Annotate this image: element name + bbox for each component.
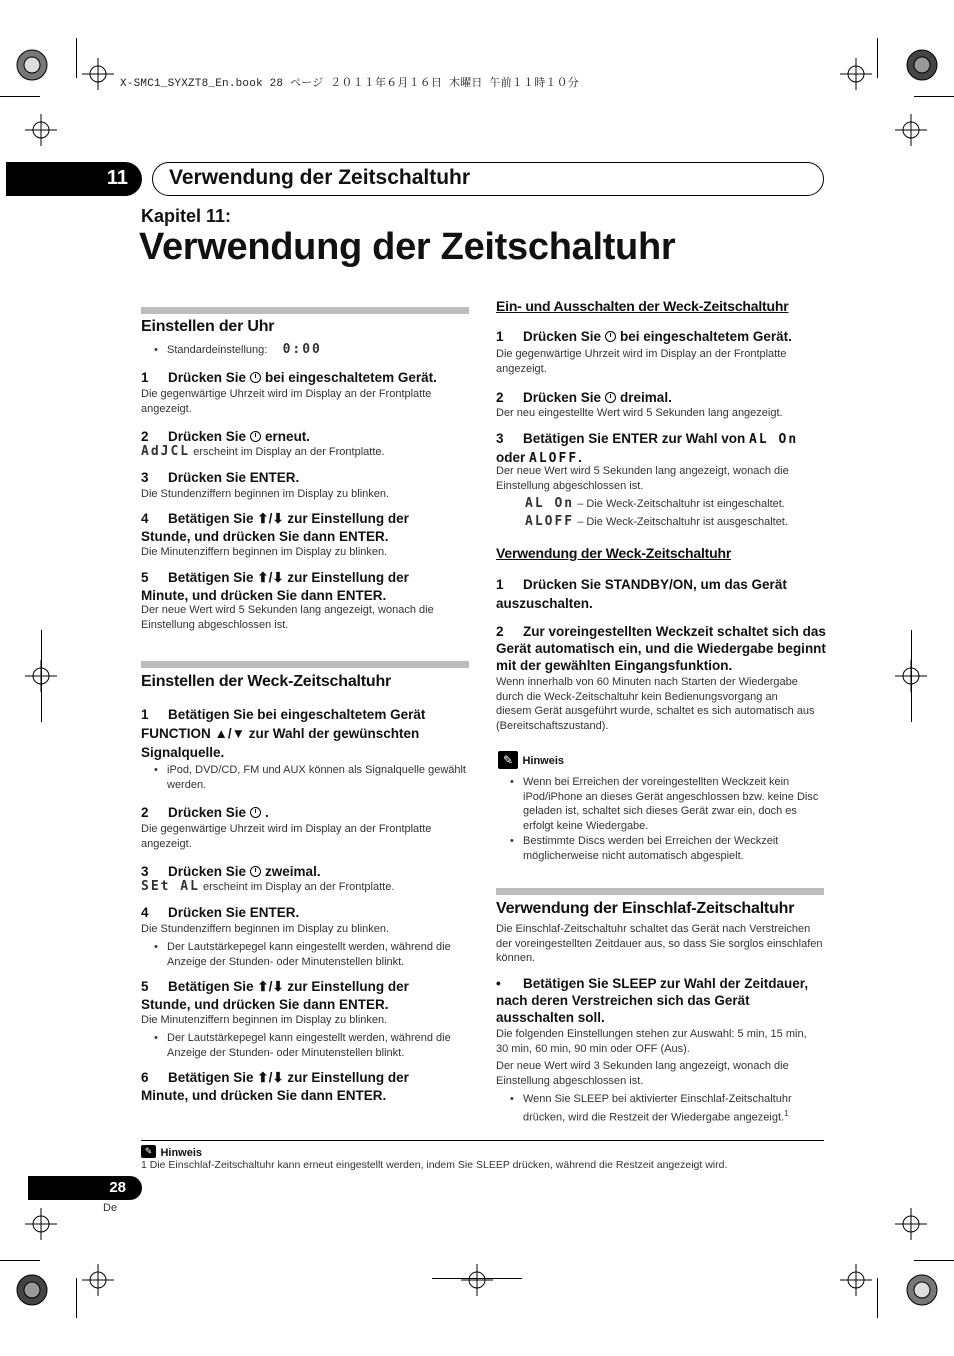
uhr-step-1-body: Die gegenwärtige Uhrzeit wird im Display an der Frontplatte angezeigt. [141,388,432,415]
timer-icon [250,866,261,877]
uhr-step-2 [141,428,471,446]
step-text-oder: oder [496,450,526,465]
note-title: Hinweis [522,755,565,768]
einschlaf-body-2: Der neue Wert wird 3 Sekunden lang angezeigt, wonach die Einstellung abgeschlossen ist. [496,1060,789,1087]
step-number: 5 [141,979,149,994]
step-number: 1 [141,707,149,722]
footer-note-title: Hinweis [160,1147,203,1159]
section-title-weck: Einstellen der Weck-Zeitschaltuhr [141,673,392,690]
lcd-al-off: ALOFF [525,514,575,529]
step-text: Drücken Sie [168,429,247,444]
page-number: 28 [28,1176,142,1200]
step-text: Betätigen Sie ENTER zur Wahl von [523,431,746,446]
weck-step-3-body [141,880,471,895]
uhr-step-1 [141,369,471,387]
einaus-step-1 [496,328,826,346]
step-text: Drücken Sie [168,370,247,385]
uhr-step-5-body: Der neue Wert wird 5 Sekunden lang angezeigt, wonach die Einstellung abgeschlossen ist. [141,604,434,631]
weck-step-6 [141,1069,441,1105]
timer-icon [250,372,261,383]
verw-step-1 [496,575,826,613]
step-text-b: . [265,805,269,820]
einaus-step-3 [496,430,826,468]
uhr-step-2-body [141,445,471,460]
weck-step-5-body: Die Minutenziffern beginnen im Display zu blinken. [141,1014,388,1026]
note-bullet-1: • Wenn bei Erreichen der voreingestellten Weckzeit kein iPod/iPhone an dieses Gerät angeschlossen bzw. keine Disc geladen ist, schaltet sich dieses Gerät zwar ein, doch es erfolgt keine Wiedergabe. [523,775,823,833]
step-text: Drücken Sie [523,329,602,344]
einschlaf-intro: Die Einschlaf-Zeitschaltuhr schaltet das Gerät nach Verstreichen der voreingestellten Zeitdauer aus, so dass Sie sorglos einschlafen können. [496,923,823,964]
default-lcd: 0:00 [282,342,322,357]
weck-step-5 [141,978,441,1014]
step-bullet: • [496,976,501,991]
step-number: 2 [496,390,504,405]
step-text: Betätigen Sie SLEEP zur Wahl der Zeitdauer, nach deren Verstreichen sich das Gerät ausschalten soll. [496,976,809,1025]
weck-step-4-body: Die Stundenziffern beginnen im Display zu blinken. [141,923,390,935]
lcd-al-off: ALOFF [529,451,579,466]
step-text: Drücken Sie STANDBY/ON, um das Gerät auszuschalten. [496,577,787,611]
step-number: 3 [141,864,149,879]
uhr-step-4-body: Die Minutenziffern beginnen im Display zu blinken. [141,546,388,558]
weck-step-2-body: Die gegenwärtige Uhrzeit wird im Display an der Frontplatte angezeigt. [141,823,432,850]
step-text-dot: . [578,450,582,465]
step-text: Betätigen Sie bei eingeschaltetem Gerät FUNCTION ▲/▼ zur Wahl der gewünschten Signalquelle. [141,707,426,760]
timer-icon [605,392,616,403]
timer-icon [605,331,616,342]
step-number: 2 [496,624,504,639]
step-number: 4 [141,905,149,920]
lcd-setal: SEt AL [141,879,200,894]
step-text: Betätigen Sie ⬆/⬇ zur Einstellung der Minute, und drücken Sie dann ENTER. [141,570,409,603]
step-text-b: bei eingeschaltetem Gerät. [620,329,792,344]
timer-icon [250,431,261,442]
step-number: 2 [141,805,149,820]
section-title-einschlaf: Verwendung der Einschlaf-Zeitschaltuhr [496,900,795,917]
default-label: Standardeinstellung: [167,344,268,356]
verw-step-2-body: Wenn innerhalb von 60 Minuten nach Starten der Wiedergabe durch die Weck-Zeitschaltuhr kein Bedienungsvorgang an diesem Gerät ausgeführt wurde, schaltet es sich automatisch aus (Bereitschaftszustand). [496,676,815,732]
chapter-header-title: Verwendung der Zeitschaltuhr [152,162,824,196]
lcd-adjcl: AdJCL [141,444,191,459]
lcd-desc: erscheint im Display an der Frontplatte. [193,446,385,458]
chapter-label: Kapitel 11: [141,206,232,226]
weck-step-1 [141,705,456,762]
note-pencil-icon: ✎ [141,1145,156,1158]
einschlaf-bullet-text: Wenn Sie SLEEP bei aktivierter Einschlaf-Zeitschaltuhr drücken, wird die Restzeit der Wiedergabe angezeigt. [523,1093,792,1124]
step-number: 1 [141,370,149,385]
step-text: Drücken Sie [523,390,602,405]
lcd-al-on: AL On [525,496,575,511]
uhr-step-3-body: Die Stundenziffern beginnen im Display zu blinken. [141,488,390,500]
weck-step-5-bullet: • Der Lautstärkepegel kann eingestellt werden, während die Anzeige der Stunden- oder Minutenstellen blinkt. [167,1031,467,1060]
note-bullet-2: • Bestimmte Discs werden bei Erreichen der Weckzeit möglicherweise nicht automatisch abgespielt. [523,834,823,863]
step-number: 1 [496,329,504,344]
section-title-verwendung-weck: Verwendung der Weck-Zeitschaltuhr [496,545,732,561]
step-text: Drücken Sie ENTER. [168,905,300,920]
uhr-step-4 [141,510,441,546]
step-number: 5 [141,570,149,585]
section-divider [141,661,469,668]
step-number: 3 [496,431,504,446]
step-text: Drücken Sie [168,864,247,879]
language-code: De [103,1202,118,1214]
step-number: 1 [496,577,504,592]
section-divider [141,307,469,314]
einaus-step-2 [496,389,826,407]
page-title: Verwendung der Zeitschaltuhr [139,226,676,268]
lcd-al-on: AL On [749,432,799,447]
step-text: Betätigen Sie ⬆/⬇ zur Einstellung der Minute, und drücken Sie dann ENTER. [141,1070,409,1103]
uhr-step-5 [141,569,441,605]
step-text-b: dreimal. [620,390,672,405]
alarm-on-desc: – Die Weck-Zeitschaltuhr ist eingeschaltet. [577,498,785,510]
step-text: Betätigen Sie ⬆/⬇ zur Einstellung der Stunde, und drücken Sie dann ENTER. [141,979,409,1012]
step-number: 6 [141,1070,149,1085]
einschlaf-body-1: Die folgenden Einstellungen stehen zur Auswahl: 5 min, 15 min, 30 min, 60 min, 90 min oder OFF (Aus). [496,1028,807,1055]
timer-icon [250,807,261,818]
alarm-off-desc: – Die Weck-Zeitschaltuhr ist ausgeschaltet. [577,516,788,528]
footnote-text: 1 Die Einschlaf-Zeitschaltuhr kann erneut eingestellt werden, indem Sie SLEEP drücken, während die Restzeit angezeigt wird. [141,1159,728,1171]
footer-rule [141,1140,824,1141]
step-number: 4 [141,511,149,526]
step-text: Drücken Sie ENTER. [168,470,300,485]
section-divider [496,888,824,895]
step-text: Drücken Sie [168,805,247,820]
einaus-step-3-body: Der neue Wert wird 5 Sekunden lang angezeigt, wonach die Einstellung abgeschlossen ist. [496,465,789,492]
weck-step-4-bullet: • Der Lautstärkepegel kann eingestellt werden, während die Anzeige der Stunden- oder Minutenstellen blinkt. [167,940,467,969]
footnote-mark: 1 [784,1108,789,1118]
step-number: 3 [141,470,149,485]
weck-step-2 [141,804,471,822]
note-pencil-icon: ✎ [498,751,518,769]
step-number: 2 [141,429,149,444]
weck-step-4 [141,904,471,922]
default-setting [167,343,322,358]
section-title-ein-aus: Ein- und Ausschalten der Weck-Zeitschaltuhr [496,298,789,314]
step-text-b: erneut. [265,429,311,444]
step-text: Betätigen Sie ⬆/⬇ zur Einstellung der Stunde, und drücken Sie dann ENTER. [141,511,409,544]
verw-step-2 [496,623,826,674]
section-title-einstellen-uhr: Einstellen der Uhr [141,318,275,335]
step-text-b: zweimal. [265,864,321,879]
einschlaf-step [496,975,826,1026]
note-block [498,751,564,769]
step-text-b: bei eingeschaltetem Gerät. [265,370,437,385]
book-info: X-SMC1_SYXZT8_En.book 28 ページ ２０１１年６月１６日 木曜日 午前１１時１０分 [120,78,580,90]
einaus-step-2-body: Der neu eingestellte Wert wird 5 Sekunden lang angezeigt. [496,407,783,419]
chapter-number-tab: 11 [6,162,142,196]
uhr-step-3 [141,469,471,487]
lcd-desc: erscheint im Display an der Frontplatte. [203,881,395,893]
step-text: Zur voreingestellten Weckzeit schaltet sich das Gerät automatisch ein, und die Wiedergabe beginnt mit der gewählten Eingangsfunktion. [496,624,826,673]
einaus-step-1-body: Die gegenwärtige Uhrzeit wird im Display an der Frontplatte angezeigt. [496,348,787,375]
alarm-off-row [525,515,830,530]
weck-step-1-bullet: • iPod, DVD/CD, FM und AUX können als Signalquelle gewählt werden. [167,763,467,792]
alarm-on-row [525,497,830,512]
einschlaf-bullet [523,1092,823,1125]
